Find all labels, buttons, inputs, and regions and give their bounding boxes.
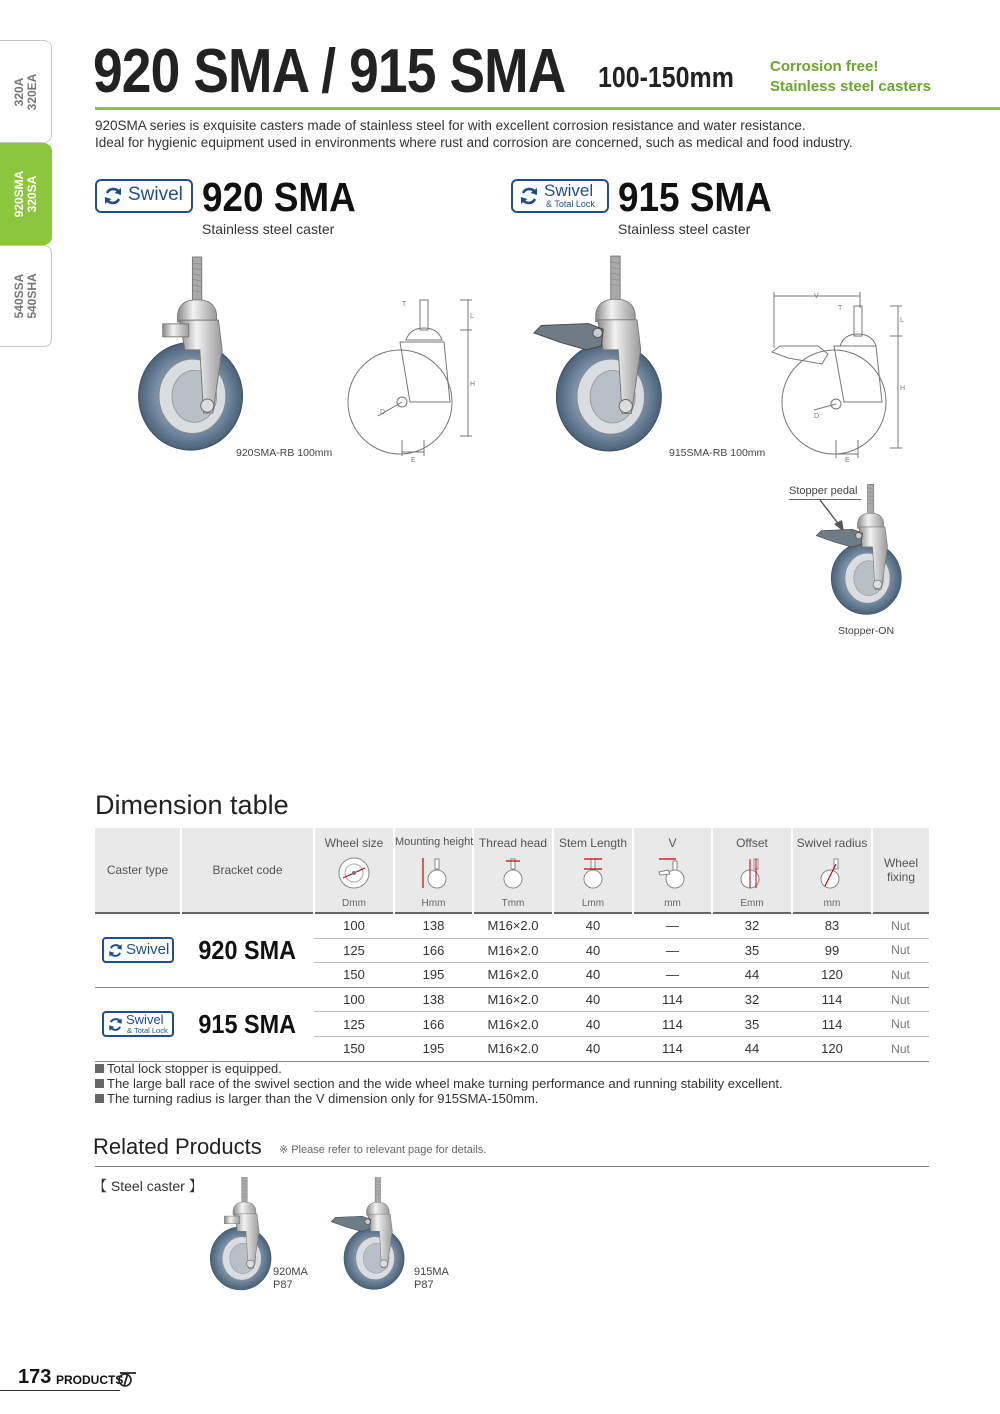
swivel-badge <box>95 179 193 213</box>
dim-label-l: L <box>470 313 474 320</box>
col-stem-length: Stem Length Lmm <box>553 828 633 913</box>
table-cell: 44 <box>712 1036 792 1061</box>
table-cell: 195 <box>394 963 473 988</box>
table-cell: 114 <box>792 987 872 1012</box>
related-product-920ma-image[interactable] <box>207 1177 283 1291</box>
table-cell: — <box>633 938 712 963</box>
side-tab-320a[interactable] <box>0 40 52 143</box>
badge-sublabel: & Total Lock <box>127 1026 168 1036</box>
tagline-1: Corrosion free! <box>770 58 879 75</box>
dimension-table-title: Dimension table <box>95 790 289 820</box>
table-cell: 166 <box>394 1012 473 1037</box>
intro-line-2: Ideal for hygienic equipment used in environments where rust and corrosion are concerned, such as medical and food industry. <box>95 135 853 150</box>
table-cell: 40 <box>553 938 633 963</box>
stopper-on-photo <box>815 478 915 622</box>
table-cell: M16×2.0 <box>473 1036 553 1061</box>
table-row <box>95 913 929 938</box>
dimension-drawing-915sma <box>768 288 908 463</box>
table-cell: M16×2.0 <box>473 913 553 938</box>
swivel-badge <box>102 937 174 963</box>
bracket-code-cell <box>181 913 314 987</box>
stopper-on-caption: Stopper-ON <box>838 625 895 637</box>
photo-caption: 920SMA-RB 100mm <box>236 447 333 459</box>
caster-photo-915sma <box>532 252 682 457</box>
table-cell: M16×2.0 <box>473 987 553 1012</box>
dim-label-h: H <box>900 385 906 392</box>
side-tab-920sma[interactable] <box>0 143 52 245</box>
related-product-name: 915MA <box>414 1266 449 1278</box>
page-title: 920 SMA / 915 SMA <box>93 37 566 106</box>
table-cell: Nut <box>872 938 929 963</box>
badge-label: Swivel <box>126 941 170 959</box>
product-subtitle: Stainless steel caster <box>202 221 335 237</box>
table-cell: 150 <box>314 1036 394 1061</box>
stopper-pedal-label: Stopper pedal <box>789 485 858 497</box>
table-cell: 40 <box>553 987 633 1012</box>
table-cell: Nut <box>872 913 929 938</box>
table-cell: 44 <box>712 963 792 988</box>
table-cell: 40 <box>553 1012 633 1037</box>
swivel-icon <box>107 1016 124 1033</box>
swivel-lock-badge <box>102 1011 174 1037</box>
related-product-page: P87 <box>273 1279 293 1291</box>
mounting-height-icon <box>417 856 451 890</box>
related-note: ※ Please refer to relevant page for details. <box>279 1144 487 1156</box>
dim-label-h: H <box>470 381 476 388</box>
table-cell: 40 <box>553 1036 633 1061</box>
dim-label-d: D <box>814 413 820 420</box>
dim-label-e: E <box>845 457 850 463</box>
col-v: V mm <box>633 828 712 913</box>
bracket-code: 920 SMA <box>198 934 297 965</box>
related-product-name: 920MA <box>273 1266 308 1278</box>
bracket-code: 915 SMA <box>198 1008 297 1039</box>
offset-icon <box>735 856 769 890</box>
table-cell: 83 <box>792 913 872 938</box>
badge-label: Swivel <box>544 181 594 200</box>
col-swivel-radius: Swivel radius mm <box>792 828 872 913</box>
product-subtitle: Stainless steel caster <box>618 221 751 237</box>
related-product-915ma[interactable] <box>414 1266 449 1292</box>
table-cell: Nut <box>872 963 929 988</box>
table-cell: 138 <box>394 987 473 1012</box>
table-header-row <box>95 828 929 913</box>
dimension-drawing-920sma <box>340 290 480 465</box>
col-wheel-size: Wheel size Dmm <box>314 828 394 913</box>
table-cell: 100 <box>314 987 394 1012</box>
intro-line-1: 920SMA series is exquisite casters made of stainless steel for with excellent corrosion resistance and water resistance. <box>95 118 806 133</box>
swivel-lock-badge <box>511 179 609 213</box>
related-product-page: P87 <box>414 1279 434 1291</box>
side-tab-label: 320A 320EA <box>12 73 39 110</box>
col-mounting-height: Mounting height Hmm <box>394 828 473 913</box>
note-1: Total lock stopper is equipped. <box>95 1061 282 1076</box>
caster-photo-920sma <box>133 252 263 457</box>
related-product-920ma[interactable] <box>273 1266 308 1292</box>
footer-divider <box>0 1390 120 1391</box>
note-3: The turning radius is larger than the V dimension only for 915SMA-150mm. <box>95 1091 538 1106</box>
table-cell: 114 <box>633 987 712 1012</box>
table-cell: 195 <box>394 1036 473 1061</box>
page-number: 173 <box>18 1366 52 1388</box>
swivel-icon <box>518 185 540 207</box>
caster-type-cell <box>95 987 181 1061</box>
table-cell: Nut <box>872 1012 929 1037</box>
table-cell: 32 <box>712 987 792 1012</box>
photo-caption: 915SMA-RB 100mm <box>669 447 766 459</box>
table-cell: M16×2.0 <box>473 1012 553 1037</box>
side-tab-label: 920SMA 320SA <box>12 170 39 218</box>
table-cell: 40 <box>553 913 633 938</box>
table-cell: M16×2.0 <box>473 963 553 988</box>
table-cell: 114 <box>633 1036 712 1061</box>
dim-label-e: E <box>411 457 416 464</box>
header-divider <box>95 107 1000 110</box>
badge-sublabel: & Total Lock <box>546 199 595 209</box>
table-cell: 120 <box>792 1036 872 1061</box>
table-cell: 100 <box>314 913 394 938</box>
table-row <box>95 987 929 1012</box>
wheel-size-icon <box>337 856 371 890</box>
table-cell: — <box>633 963 712 988</box>
table-cell: 40 <box>553 963 633 988</box>
dimension-table <box>95 828 929 1062</box>
col-offset: Offset Emm <box>712 828 792 913</box>
bracket-code-cell <box>181 987 314 1061</box>
table-cell: 114 <box>633 1012 712 1037</box>
tagline-2: Stainless steel casters <box>770 78 931 95</box>
col-caster-type: Caster type <box>95 828 181 913</box>
table-cell: 120 <box>792 963 872 988</box>
thread-head-icon <box>496 856 530 890</box>
related-products-title: Related Products <box>93 1134 262 1159</box>
side-tab-540ssa[interactable] <box>0 245 52 347</box>
table-cell: 166 <box>394 938 473 963</box>
caster-type-cell <box>95 913 181 987</box>
related-divider <box>95 1166 929 1167</box>
table-cell: 138 <box>394 913 473 938</box>
table-cell: — <box>633 913 712 938</box>
table-cell: 125 <box>314 938 394 963</box>
table-cell: 114 <box>792 1012 872 1037</box>
v-dimension-icon <box>656 856 690 890</box>
col-thread-head: Thread head Tmm <box>473 828 553 913</box>
dim-label-v: V <box>814 293 819 300</box>
col-wheel-fixing: Wheel fixing <box>872 828 929 913</box>
dim-label-l: L <box>900 317 904 324</box>
related-category: 【 Steel caster 】 <box>93 1178 203 1194</box>
table-cell: Nut <box>872 987 929 1012</box>
swivel-icon <box>107 942 124 959</box>
size-range: 100-150mm <box>598 62 734 94</box>
footer-label: PRODUCTS <box>56 1373 124 1387</box>
brand-logo-icon <box>116 1370 138 1388</box>
table-cell: 35 <box>712 1012 792 1037</box>
col-bracket-code: Bracket code <box>181 828 314 913</box>
stem-length-icon <box>576 856 610 890</box>
swivel-icon <box>102 185 124 207</box>
table-cell: 32 <box>712 913 792 938</box>
product-title-920sma: 920 SMA <box>202 174 356 220</box>
table-cell: 125 <box>314 1012 394 1037</box>
dim-label-t: T <box>838 305 843 312</box>
related-product-915ma-image[interactable] <box>330 1177 416 1291</box>
side-tab-label: 540SSA 540SHA <box>12 273 39 319</box>
product-title-915sma: 915 SMA <box>618 174 772 220</box>
swivel-radius-icon <box>815 856 849 890</box>
badge-label: Swivel <box>126 1012 164 1028</box>
note-2: The large ball race of the swivel section and the wide wheel make turning performance and running stability excellent. <box>95 1076 783 1091</box>
table-cell: M16×2.0 <box>473 938 553 963</box>
table-cell: 99 <box>792 938 872 963</box>
dim-label-d: D <box>380 409 386 416</box>
dim-label-t: T <box>402 301 407 308</box>
table-cell: Nut <box>872 1036 929 1061</box>
table-cell: 150 <box>314 963 394 988</box>
table-cell: 35 <box>712 938 792 963</box>
badge-label: Swivel <box>128 184 183 205</box>
